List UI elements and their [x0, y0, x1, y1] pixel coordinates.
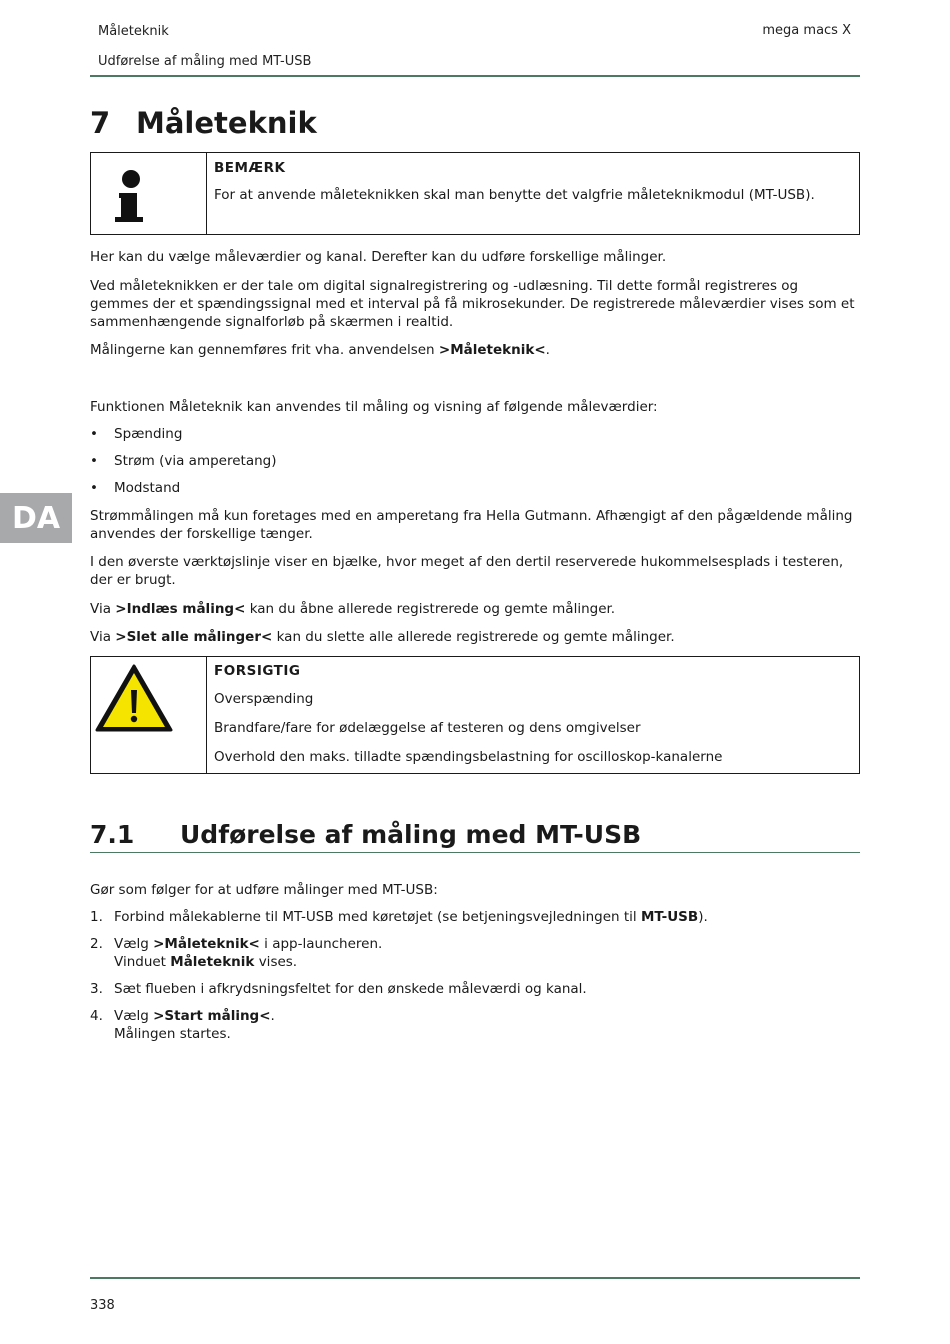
bullet-icon: •	[90, 453, 98, 469]
p8-suffix: kan du slette alle allerede registrerede og gemte målinger.	[272, 629, 675, 645]
step-1-text-c: ).	[698, 909, 708, 925]
header-section: Udførelse af måling med MT-USB	[98, 54, 312, 69]
step-number: 1.	[90, 909, 103, 925]
chapter-number: 7	[90, 106, 111, 140]
list-item	[90, 452, 277, 470]
caution-icon-cell	[91, 657, 207, 773]
step-2-result-c: vises.	[254, 954, 298, 970]
warning-triangle-icon	[91, 657, 206, 772]
header-product: mega macs X	[762, 23, 851, 38]
step-number: 3.	[90, 981, 103, 997]
step-2-result-bold: Måleteknik	[170, 954, 255, 970]
section-number: 7.1	[90, 820, 135, 849]
caution-line-1: Overspænding	[214, 691, 314, 707]
p7-suffix: kan du åbne allerede registrerede og gemte målinger.	[245, 601, 616, 617]
note-icon-cell	[91, 153, 207, 234]
steps-intro: Gør som følger for at udføre målinger med MT-USB:	[90, 882, 438, 898]
section-rule	[90, 852, 860, 853]
header-rule	[90, 75, 860, 77]
body-paragraph-8	[90, 628, 860, 646]
caution-line-2: Brandfare/fare for ødelæggelse af testeren og dens omgivelser	[214, 720, 641, 736]
intro-paragraph-3	[90, 341, 860, 359]
bullet-icon: •	[90, 480, 98, 496]
footer-rule	[90, 1277, 860, 1279]
intro-p3-menu: >Måleteknik<	[438, 342, 546, 358]
step-4-bold: >Start måling<	[153, 1008, 271, 1024]
step-text: Sæt flueben i afkrydsningsfeltet for den ønskede måleværdi og kanal.	[114, 981, 587, 997]
caution-line-3: Overhold den maks. tilladte spændingsbelastning for oscilloskop-kanalerne	[214, 749, 723, 765]
step-text	[114, 1007, 860, 1043]
info-icon	[91, 153, 206, 233]
step-number: 4.	[90, 1008, 103, 1024]
step-1-text-a: Forbind målekablerne til MT-USB med køretøjet (se betjeningsvejledningen til	[114, 909, 641, 925]
list-item-text: Strøm (via amperetang)	[114, 453, 277, 469]
step-text	[114, 908, 860, 926]
intro-p3-suffix: .	[545, 342, 550, 358]
step-4-text-c: .	[270, 1008, 275, 1024]
body-paragraph-7	[90, 600, 860, 618]
step-2-result-a: Vinduet	[114, 954, 171, 970]
step-2-text-a: Vælg	[114, 936, 154, 952]
caution-box	[90, 656, 860, 774]
intro-paragraph-1: Her kan du vælge måleværdier og kanal. Derefter kan du udføre forskellige målinger.	[90, 249, 667, 265]
note-box	[90, 152, 860, 235]
chapter-title: Måleteknik	[136, 106, 317, 140]
step-number: 2.	[90, 936, 103, 952]
note-title: BEMÆRK	[214, 160, 286, 176]
list-item	[90, 479, 180, 497]
step-2-bold: >Måleteknik<	[153, 936, 260, 952]
step-2-text-c: i app-launcheren.	[259, 936, 383, 952]
step-4-result: Målingen startes.	[114, 1026, 231, 1042]
intro-paragraph-2: Ved måleteknikken er der tale om digital signalregistrering og -udlæsning. Til dette formål registreres og gemmes der et spændingssignal med et interval på få mikrosekunder. De registrerede måleværdier vises som et sammenhængende signalforløb på skærmen i realtid.	[90, 278, 855, 330]
list-item	[90, 425, 182, 443]
language-tab: DA	[0, 493, 72, 543]
page-number: 338	[90, 1298, 115, 1313]
p7-menu: >Indlæs måling<	[115, 601, 246, 617]
intro-paragraph-4: Funktionen Måleteknik kan anvendes til måling og visning af følgende måleværdier:	[90, 399, 658, 415]
bullet-icon: •	[90, 426, 98, 442]
note-text: For at anvende måleteknikken skal man benytte det valgfrie måleteknikmodul (MT-USB).	[214, 187, 815, 203]
p7-prefix: Via	[90, 601, 116, 617]
caution-title: FORSIGTIG	[214, 663, 301, 679]
step-4-text-a: Vælg	[114, 1008, 154, 1024]
list-item-text: Modstand	[114, 480, 181, 496]
chapter-heading	[90, 106, 317, 140]
p8-menu: >Slet alle målinger<	[115, 629, 273, 645]
intro-p3-prefix: Målingerne kan gennemføres frit vha. anvendelsen	[90, 342, 439, 358]
section-title: Udførelse af måling med MT-USB	[180, 820, 642, 849]
step-text	[114, 935, 860, 971]
body-paragraph-6: I den øverste værktøjslinje viser en bjælke, hvor meget af den dertil reserverede hukommelsesplads i testeren, der er brugt.	[90, 554, 844, 588]
body-paragraph-5: Strømmålingen må kun foretages med en amperetang fra Hella Gutmann. Afhængigt af den pågældende måling anvendes der forskellige tænger.	[90, 508, 853, 542]
section-heading	[90, 820, 641, 849]
p8-prefix: Via	[90, 629, 116, 645]
list-item-text: Spænding	[114, 426, 183, 442]
header-chapter: Måleteknik	[98, 24, 169, 39]
step-1-bold: MT-USB	[640, 909, 699, 925]
